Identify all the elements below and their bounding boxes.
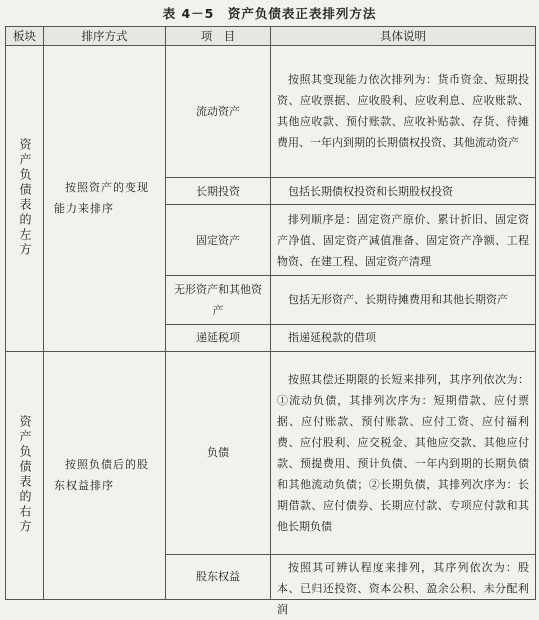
- description-text: 指递延税款的借项: [288, 331, 376, 345]
- method-left-cell: [44, 46, 166, 352]
- method-left-text: 按照资产的变现能力来排序: [54, 181, 149, 216]
- item-cell: 递延税项: [166, 324, 271, 351]
- method-right-text: 按照负债后的股东权益排序: [54, 458, 149, 493]
- description-text: 按照其偿还期限的长短来排列，其序列依次为：①流动负债，其排列次序为：短期借款、应付票据、应付账款、预付账款、应付工资、应付福利费、应付股利、应交税金、其他应交款、其他应付款、预提费用、预计负债、一年内到期的长期负债和其他流动负债；②长期负债，其排列次序为：长期借款、应付债券、长期应付款、专项应付款和其他长期负债: [277, 372, 529, 533]
- header-block: 板块: [6, 27, 44, 46]
- item-cell: 长期投资: [166, 177, 271, 204]
- header-method: 排序方式: [44, 27, 166, 46]
- method-right-cell: [44, 351, 166, 599]
- item-cell: 负债: [166, 351, 271, 554]
- description-text: 排列顺序是：固定资产原价、累计折旧、固定资产净值、固定资产减值准备、固定资产净额、工程物资、在建工程、固定资产清理: [277, 212, 529, 268]
- balance-sheet-table: [5, 26, 536, 616]
- description-text: 按照其可辨认程度来排列，其序列依次为：股本、已归还投资、资本公积、盈余公积、未分配利润: [277, 560, 529, 616]
- description-text: 包括无形资产、长期待摊费用和其他长期资产: [288, 293, 508, 307]
- header-item: 项 目: [166, 27, 271, 46]
- block-left-cell: [6, 46, 44, 352]
- item-cell: 流动资产: [166, 46, 271, 178]
- description-cell: [271, 205, 536, 276]
- description-cell: [271, 351, 536, 554]
- table-row: [6, 351, 536, 554]
- description-text: 包括长期债权投资和长期股权投资: [288, 184, 453, 198]
- description-text: 按照其变现能力依次排列为：货币资金、短期投资、应收票据、应收股利、应收利息、应收账款、其他应收款、预付账款、应收补贴款、存货、待摊费用、一年内到期的长期债权投资、其他流动资产: [277, 73, 529, 150]
- description-cell: [271, 46, 536, 178]
- block-right-cell: [6, 351, 44, 599]
- description-cell: [271, 276, 536, 324]
- description-cell: [271, 177, 536, 204]
- block-right-label: 资产负债表的右方: [18, 415, 32, 536]
- table-row: [6, 46, 536, 178]
- item-cell: 股东权益: [166, 554, 271, 599]
- description-cell: [271, 554, 536, 616]
- description-clip: [277, 557, 529, 616]
- description-cell: [271, 324, 536, 351]
- item-cell: 固定资产: [166, 205, 271, 276]
- header-row: [6, 27, 536, 46]
- header-description: 具体说明: [271, 27, 536, 46]
- table-caption: 表 4－5 资产负债表正表排列方法: [162, 6, 377, 21]
- item-cell: 无形资产和其他资产: [166, 276, 271, 324]
- block-left-label: 资产负债表的左方: [18, 138, 32, 259]
